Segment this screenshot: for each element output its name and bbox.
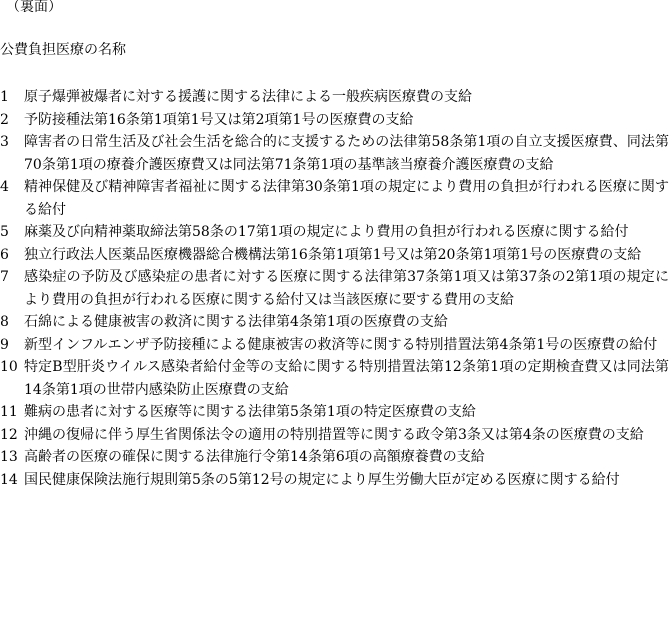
list-item bbox=[0, 131, 669, 176]
item-text: 特定B型肝炎ウイルス感染者給付金等の支給に関する特別措置法第12条第1項の定期検査費又は同法第14条第1項の世帯内感染防止医療費の支給 bbox=[24, 359, 669, 398]
list-item bbox=[0, 334, 669, 357]
list-item bbox=[0, 356, 669, 401]
item-number: 4 bbox=[0, 179, 9, 195]
item-text: 予防接種法第16条第1項第1号又は第2項第1号の医療費の支給 bbox=[24, 111, 414, 128]
item-number: 11 bbox=[0, 404, 18, 420]
list-item bbox=[0, 109, 669, 132]
list-item bbox=[0, 311, 669, 334]
item-number: 1 bbox=[0, 89, 9, 105]
list-item bbox=[0, 401, 669, 424]
item-text: 障害者の日常生活及び社会生活を総合的に支援するための法律第58条第1項の自立支援医療費、同法第70条第1項の療養介護医療費又は同法第71条第1項の基準該当療養介護医療費の支給 bbox=[24, 134, 669, 173]
list-item bbox=[0, 176, 669, 221]
item-number: 10 bbox=[0, 359, 18, 375]
section-title: 公費負担医療の名称 bbox=[0, 42, 126, 58]
item-text: 感染症の予防及び感染症の患者に対する医療に関する法律第37条第1項又は第37条の2第1項の規定により費用の負担が行われる医療に関する給付又は当該医療に要する費用の支給 bbox=[24, 269, 669, 308]
page-side-label: （裏面） bbox=[6, 0, 62, 15]
item-number: 8 bbox=[0, 314, 9, 330]
item-number: 9 bbox=[0, 336, 9, 353]
item-number: 6 bbox=[0, 246, 9, 263]
public-expense-list bbox=[0, 86, 669, 491]
list-item bbox=[0, 446, 669, 469]
item-text: 石綿による健康被害の救済に関する法律第4条第1項の医療費の支給 bbox=[24, 314, 448, 330]
item-number: 13 bbox=[0, 449, 18, 465]
item-text: 高齢者の医療の確保に関する法律施行令第14条第6項の高額療養費の支給 bbox=[24, 449, 485, 465]
item-number: 7 bbox=[0, 269, 9, 285]
item-text: 新型インフルエンザ予防接種による健康被害の救済等に関する特別措置法第4条第1号の医療費の給付 bbox=[24, 336, 658, 353]
list-item bbox=[0, 86, 669, 109]
item-number: 12 bbox=[0, 426, 18, 443]
list-item bbox=[0, 469, 669, 492]
item-text: 沖縄の復帰に伴う厚生省関係法令の適用の特別措置等に関する政令第3条又は第4条の医療費の支給 bbox=[24, 426, 644, 443]
item-number: 3 bbox=[0, 134, 9, 150]
item-number: 2 bbox=[0, 111, 9, 128]
list-item bbox=[0, 221, 669, 244]
item-text: 難病の患者に対する医療等に関する法律第5条第1項の特定医療費の支給 bbox=[24, 404, 476, 420]
list-item bbox=[0, 244, 669, 267]
list-item bbox=[0, 266, 669, 311]
item-number: 5 bbox=[0, 224, 9, 240]
list-item bbox=[0, 424, 669, 447]
item-text: 原子爆弾被爆者に対する援護に関する法律による一般疾病医療費の支給 bbox=[24, 89, 472, 105]
item-number: 14 bbox=[0, 471, 18, 488]
item-text: 独立行政法人医薬品医療機器総合機構法第16条第1項第1号又は第20条第1項第1号の医療費の支給 bbox=[24, 246, 642, 263]
item-text: 精神保健及び精神障害者福祉に関する法律第30条第1項の規定により費用の負担が行われる医療に関する給付 bbox=[24, 179, 669, 218]
item-text: 麻薬及び向精神薬取締法第58条の17第1項の規定により費用の負担が行われる医療に関する給付 bbox=[24, 224, 629, 240]
item-text: 国民健康保険法施行規則第5条の5第12号の規定により厚生労働大臣が定める医療に関する給付 bbox=[24, 471, 620, 488]
